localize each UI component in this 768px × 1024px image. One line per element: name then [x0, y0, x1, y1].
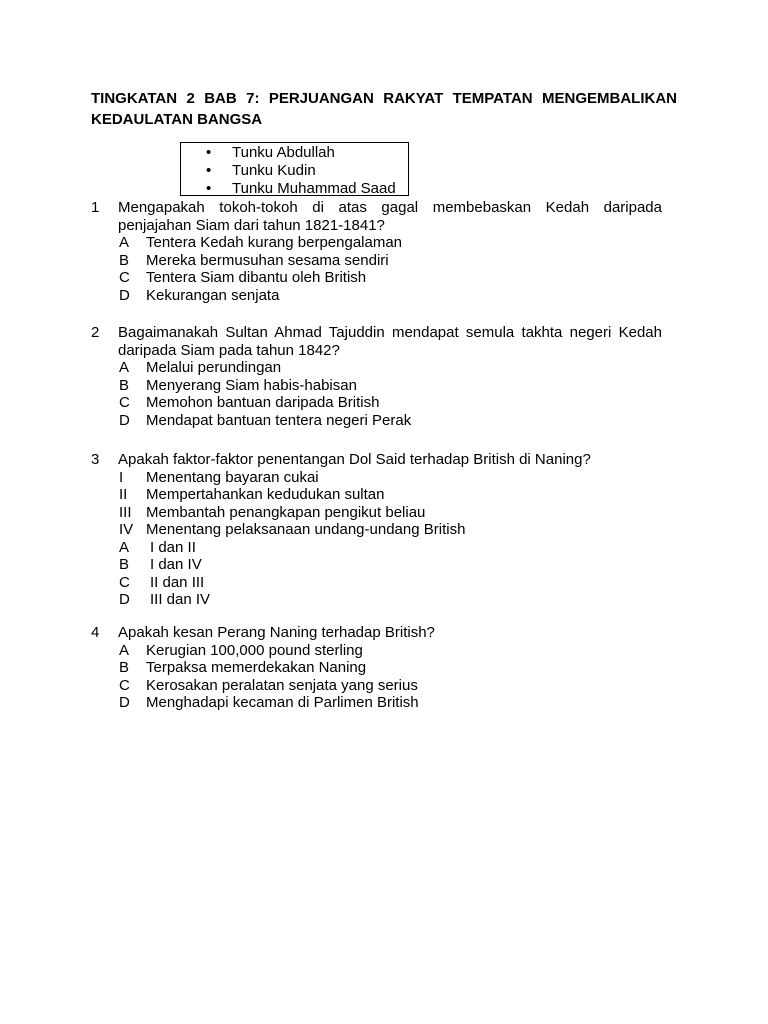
- question-3: [91, 451, 662, 609]
- option-label: D: [119, 411, 130, 429]
- option-c: [91, 574, 662, 592]
- question-number: 2: [91, 324, 100, 341]
- bullet-icon: •: [206, 162, 212, 179]
- option-b: [91, 377, 662, 395]
- question-stem: [91, 324, 662, 359]
- statement-label: I: [119, 468, 124, 486]
- option-label: C: [119, 676, 130, 694]
- option-label: A: [119, 538, 130, 556]
- option-label: A: [119, 641, 130, 659]
- option-label: B: [119, 556, 130, 573]
- question-stem: [91, 199, 662, 234]
- question-text: Mengapakah tokoh-tokoh di atas gagal membebaskan Kedah daripada penjajahan Siam dari tahun 1821-1841?: [118, 199, 662, 234]
- option-d: [91, 591, 662, 609]
- option-label: C: [119, 573, 130, 591]
- name-item: [206, 162, 408, 180]
- option-text: Kekurangan senjata: [146, 286, 280, 304]
- statement-label: III: [119, 503, 132, 521]
- option-d: [91, 694, 662, 712]
- option-label: D: [119, 591, 130, 608]
- question-text: Apakah kesan Perang Naning terhadap British?: [118, 624, 435, 641]
- option-text: Tentera Siam dibantu oleh British: [146, 269, 367, 286]
- statement-ii: [91, 486, 662, 504]
- option-text: Menghadapi kecaman di Parlimen British: [146, 694, 419, 711]
- question-1: [91, 199, 662, 304]
- option-text: II dan III: [150, 573, 205, 591]
- question-stem: [91, 451, 662, 469]
- names-box: [180, 142, 409, 196]
- option-label: B: [119, 251, 130, 269]
- question-number: 3: [91, 451, 100, 468]
- option-label: B: [119, 376, 130, 394]
- option-label: A: [119, 234, 130, 251]
- name-text: Tunku Abdullah: [232, 144, 335, 161]
- option-a: [91, 539, 662, 557]
- page-title: TINGKATAN 2 BAB 7: PERJUANGAN RAKYAT TEMPATAN MENGEMBALIKAN KEDAULATAN BANGSA: [91, 90, 677, 128]
- option-label: C: [119, 269, 130, 286]
- question-number: 1: [91, 199, 100, 216]
- option-a: [91, 234, 662, 252]
- question-text: Bagaimanakah Sultan Ahmad Tajuddin mendapat semula takhta negeri Kedah daripada Siam pada tahun 1842?: [118, 324, 662, 359]
- statement-label: IV: [119, 521, 134, 538]
- option-a: [91, 642, 662, 660]
- option-text: Tentera Kedah kurang berpengalaman: [146, 234, 403, 251]
- option-a: [91, 359, 662, 377]
- statement-iv: [91, 521, 662, 539]
- option-label: D: [119, 694, 130, 711]
- statement-i: [91, 469, 662, 487]
- statement-text: Menentang bayaran cukai: [146, 468, 319, 486]
- option-d: [91, 412, 662, 430]
- option-text: I dan IV: [150, 556, 202, 573]
- option-b: [91, 252, 662, 270]
- option-text: Memohon bantuan daripada British: [146, 394, 380, 411]
- option-label: D: [119, 286, 130, 304]
- statement-iii: [91, 504, 662, 522]
- bullet-icon: •: [206, 144, 212, 161]
- bullet-icon: •: [206, 180, 212, 197]
- statement-label: II: [119, 486, 128, 503]
- statement-text: Mempertahankan kedudukan sultan: [146, 486, 385, 503]
- option-text: Kerugian 100,000 pound sterling: [146, 641, 363, 659]
- option-text: III dan IV: [150, 591, 211, 608]
- option-c: [91, 394, 662, 412]
- question-stem: [91, 624, 662, 642]
- question-number: 4: [91, 624, 100, 641]
- option-text: Mereka bermusuhan sesama sendiri: [146, 251, 389, 269]
- option-text: I dan II: [150, 538, 196, 556]
- option-b: [91, 556, 662, 574]
- option-c: [91, 269, 662, 287]
- name-text: Tunku Kudin: [232, 162, 316, 179]
- name-item: [206, 144, 408, 162]
- option-label: A: [119, 359, 130, 376]
- name-text: Tunku Muhammad Saad: [232, 180, 396, 197]
- question-2: [91, 324, 662, 429]
- option-text: Terpaksa memerdekakan Naning: [146, 659, 367, 676]
- option-label: C: [119, 394, 130, 411]
- option-text: Melalui perundingan: [146, 359, 282, 376]
- option-b: [91, 659, 662, 677]
- question-4: [91, 624, 662, 712]
- question-text: Apakah faktor-faktor penentangan Dol Said terhadap British di Naning?: [118, 451, 591, 468]
- option-d: [91, 287, 662, 305]
- option-label: B: [119, 659, 130, 676]
- option-text: Mendapat bantuan tentera negeri Perak: [146, 411, 412, 429]
- statement-text: Menentang pelaksanaan undang-undang British: [146, 521, 466, 538]
- statement-text: Membantah penangkapan pengikut beliau: [146, 503, 426, 521]
- option-text: Kerosakan peralatan senjata yang serius: [146, 676, 418, 694]
- name-item: [206, 180, 408, 198]
- option-text: Menyerang Siam habis-habisan: [146, 376, 357, 394]
- option-c: [91, 677, 662, 695]
